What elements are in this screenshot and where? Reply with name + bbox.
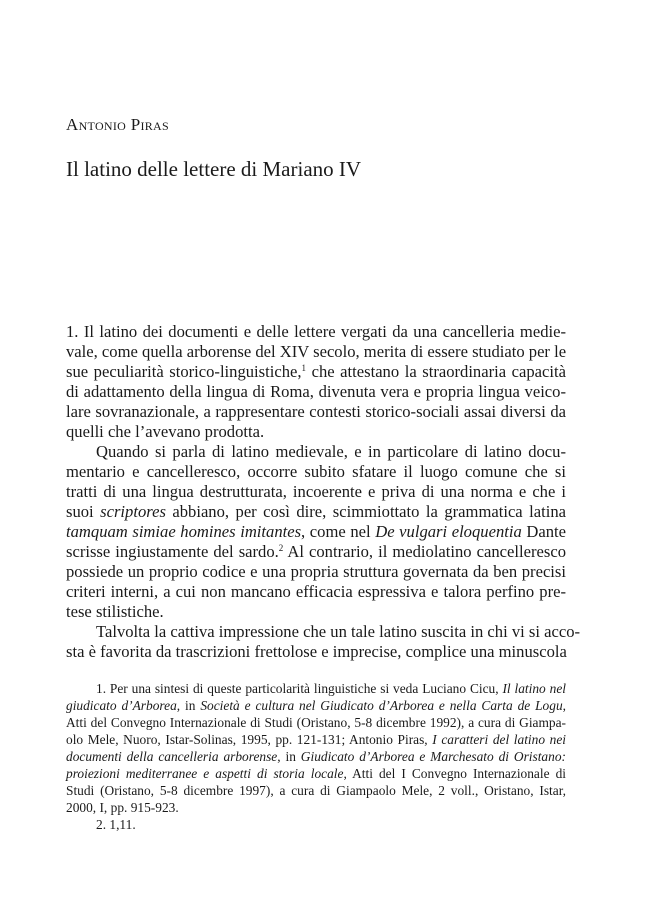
footnote-ref: 1	[301, 363, 307, 373]
italic-work-title: documenti della cancelleria arborense	[66, 749, 278, 764]
body-line: di adattamento della lingua di Roma, divenuta vera e propria lingua veico-	[66, 382, 566, 401]
body-line: lare sovranazionale, a rappresentare contesti storico-sociali assai diversi da	[66, 402, 566, 421]
body-line	[66, 542, 566, 562]
body-text: Dante	[521, 522, 566, 541]
footnote-line	[96, 680, 566, 697]
italic-work-title: De vulgari eloquentia	[375, 522, 522, 541]
footnote-text: olo Mele, Nuoro, Istar-Solinas, 1995, pp. 121-131; Antonio Piras,	[66, 732, 433, 747]
body-text: , come nel	[301, 522, 376, 541]
italic-work-title: proiezioni mediterranee e aspetti di storia locale	[66, 766, 344, 781]
footnote-text: 1. Per una sintesi di queste particolarità linguistiche si veda Luciano Cicu,	[96, 681, 503, 696]
footnote-line	[66, 697, 566, 714]
body-line: mentario e cancelleresco, occorre subito sfatare il luogo comune che si	[66, 462, 566, 481]
italic-work-title: Giudicato d’Arborea e Marchesato di Oristano:	[300, 749, 566, 764]
body-line: vale, come quella arborense del XIV secolo, merita di essere studiato per le	[66, 342, 567, 361]
footnote-line	[66, 765, 566, 782]
footnote-ref: 2	[278, 543, 284, 553]
footnote-line: Atti del Convegno Internazionale di Studi (Oristano, 5-8 dicembre 1992), a cura di Giampa-	[66, 715, 566, 730]
body-line: 1. Il latino dei documenti e delle lettere vergati da una cancelleria medie-	[66, 322, 566, 341]
author-name: Antonio Piras	[66, 115, 169, 134]
footnote-text: ,	[562, 698, 566, 713]
footnote-line: Studi (Oristano, 5-8 dicembre 1997), a cura di Giampaolo Mele, 2 voll., Oristano, Istar,	[66, 783, 566, 798]
body-line: quelli che l’avevano prodotta.	[66, 422, 265, 441]
chapter-title: Il latino delle lettere di Mariano IV	[66, 157, 362, 181]
body-line: possiede un proprio codice e una propria struttura governata da ben precisi	[66, 562, 566, 581]
body-line	[66, 522, 566, 542]
footnote-line	[66, 731, 566, 748]
italic-quote: tamquam simiae homines imitantes	[66, 522, 302, 541]
body-text: suoi	[66, 502, 101, 521]
body-text: Al contrario, il mediolatino cancelleresco	[283, 542, 566, 561]
italic-work-title: Il latino nel	[502, 681, 566, 696]
body-text: scrisse ingiustamente del sardo.	[66, 542, 279, 561]
footnote-text: , in	[176, 698, 201, 713]
body-line: sta è favorita da trascrizioni frettolose e imprecise, complice una minuscola	[66, 642, 567, 661]
italic-work-title: giudicato d’Arborea	[66, 698, 177, 713]
footnote-line	[66, 748, 566, 765]
body-line: criteri interni, a cui non mancano efficacia espressiva e talora perfino pre-	[66, 582, 566, 601]
body-text: abbiano, per così dire, scimmiottato la grammatica latina	[165, 502, 567, 521]
footnote-line: 2000, I, pp. 915-923.	[66, 800, 179, 815]
italic-work-title: Società e cultura nel Giudicato d’Arborea e nella Carta de Logu	[200, 698, 563, 713]
body-line	[66, 362, 566, 382]
italic-term: scriptores	[100, 502, 166, 521]
footnote-text: , Atti del I Convegno Internazionale di	[343, 766, 566, 781]
body-text: che attestano la straordinaria capacità	[306, 362, 567, 381]
body-line: tese stilistiche.	[66, 602, 164, 621]
body-line	[66, 502, 566, 522]
body-line: Talvolta la cattiva impressione che un tale latino suscita in chi vi si acco-	[96, 622, 581, 641]
body-text: sue peculiarità storico-linguistiche,	[66, 362, 302, 381]
body-line: Quando si parla di latino medievale, e in particolare di latino docu-	[96, 442, 566, 461]
italic-work-title: I caratteri del latino nei	[432, 732, 566, 747]
footnote-line: 2. 1,11.	[96, 817, 136, 832]
footnote-text: , in	[277, 749, 301, 764]
body-line: tratti di una lingua destrutturata, incoerente e priva di una norma e che i	[66, 482, 566, 501]
